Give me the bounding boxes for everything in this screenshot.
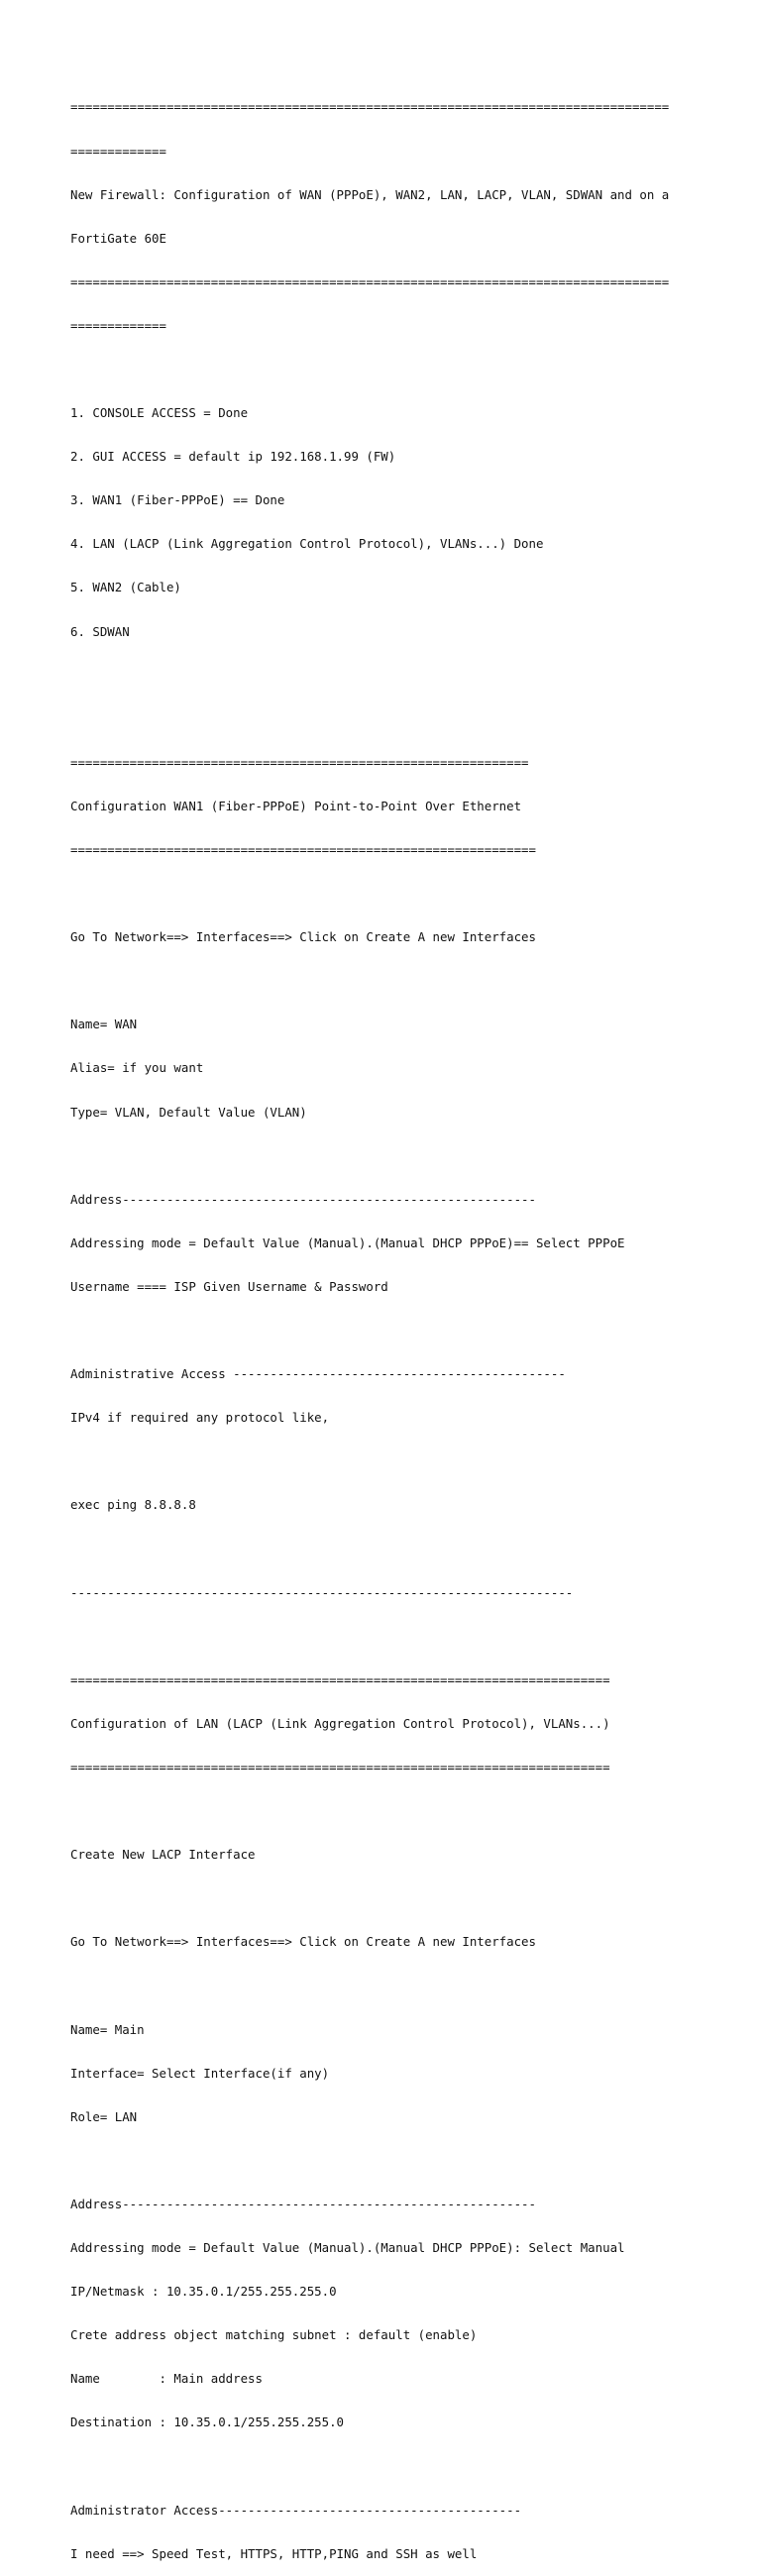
wan-username: Username ==== ISP Given Username & Password: [70, 1278, 388, 1294]
wan-section-rule: ==============================================================: [70, 754, 529, 770]
lan-admin-access-rule: Administrator Access-----------------------------------------: [70, 2502, 522, 2518]
lan-addressing-mode: Addressing mode = Default Value (Manual).(Manual DHCP PPPoE): Select Manual: [70, 2240, 625, 2255]
step-item: 6. SDWAN: [70, 623, 130, 639]
wan-ipv4-note: IPv4 if required any protocol like,: [70, 1410, 330, 1426]
wan-section-rule: ===============================================================: [70, 842, 536, 857]
lan-address-rule: Address--------------------------------------------------------: [70, 2196, 536, 2211]
wan-alias: Alias= if you want: [70, 1060, 204, 1076]
lan-destination: Destination : 10.35.0.1/255.255.255.0: [70, 2415, 345, 2430]
header-rule-continued: =============: [70, 143, 166, 159]
wan-admin-access-rule: Administrative Access ---------------------------------------------: [70, 1366, 566, 1382]
header-rule: =================================================================================: [70, 273, 670, 289]
wan-address-rule: Address--------------------------------------------------------: [70, 1191, 536, 1207]
lan-navigation-path: Go To Network==> Interfaces==> Click on Create A new Interfaces: [70, 1934, 536, 1950]
wan-end-rule: --------------------------------------------------------------------: [70, 1584, 574, 1600]
wan-exec-command: exec ping 8.8.8.8: [70, 1497, 196, 1513]
wan-type: Type= VLAN, Default Value (VLAN): [70, 1104, 307, 1120]
document-title: New Firewall: Configuration of WAN (PPPoE), WAN2, LAN, LACP, VLAN, SDWAN and on a: [70, 186, 670, 202]
lan-interface: Interface= Select Interface(if any): [70, 2065, 330, 2081]
lan-address-object: Crete address object matching subnet : default (enable): [70, 2327, 478, 2343]
lan-name: Name= Main: [70, 2021, 145, 2037]
wan-name: Name= WAN: [70, 1017, 138, 1032]
document-page: [70, 71, 754, 2576]
step-item: 1. CONSOLE ACCESS = Done: [70, 405, 249, 421]
lan-object-name: Name : Main address: [70, 2371, 263, 2387]
step-item: 5. WAN2 (Cable): [70, 580, 181, 595]
wan-navigation-path: Go To Network==> Interfaces==> Click on Create A new Interfaces: [70, 929, 536, 945]
step-item: 2. GUI ACCESS = default ip 192.168.1.99 (FW): [70, 449, 396, 465]
document-title-continued: FortiGate 60E: [70, 230, 166, 246]
lan-section-heading: Configuration of LAN (LACP (Link Aggregation Control Protocol), VLANs...): [70, 1715, 610, 1731]
lan-section-rule: =========================================================================: [70, 1671, 610, 1687]
lan-section-rule: =========================================================================: [70, 1759, 610, 1774]
wan-section-heading: Configuration WAN1 (Fiber-PPPoE) Point-to-Point Over Ethernet: [70, 798, 522, 813]
lan-role: Role= LAN: [70, 2108, 138, 2124]
step-item: 4. LAN (LACP (Link Aggregation Control Protocol), VLANs...) Done: [70, 536, 544, 552]
lan-admin-access-needs: I need ==> Speed Test, HTTPS, HTTP,PING and SSH as well: [70, 2545, 478, 2561]
lan-ip-netmask: IP/Netmask : 10.35.0.1/255.255.255.0: [70, 2284, 337, 2300]
wan-addressing-mode: Addressing mode = Default Value (Manual).(Manual DHCP PPPoE)== Select PPPoE: [70, 1234, 625, 1250]
header-rule: =================================================================================: [70, 99, 670, 115]
lan-create-lacp: Create New LACP Interface: [70, 1847, 256, 1863]
header-rule-continued: =============: [70, 317, 166, 333]
step-item: 3. WAN1 (Fiber-PPPoE) == Done: [70, 492, 285, 508]
